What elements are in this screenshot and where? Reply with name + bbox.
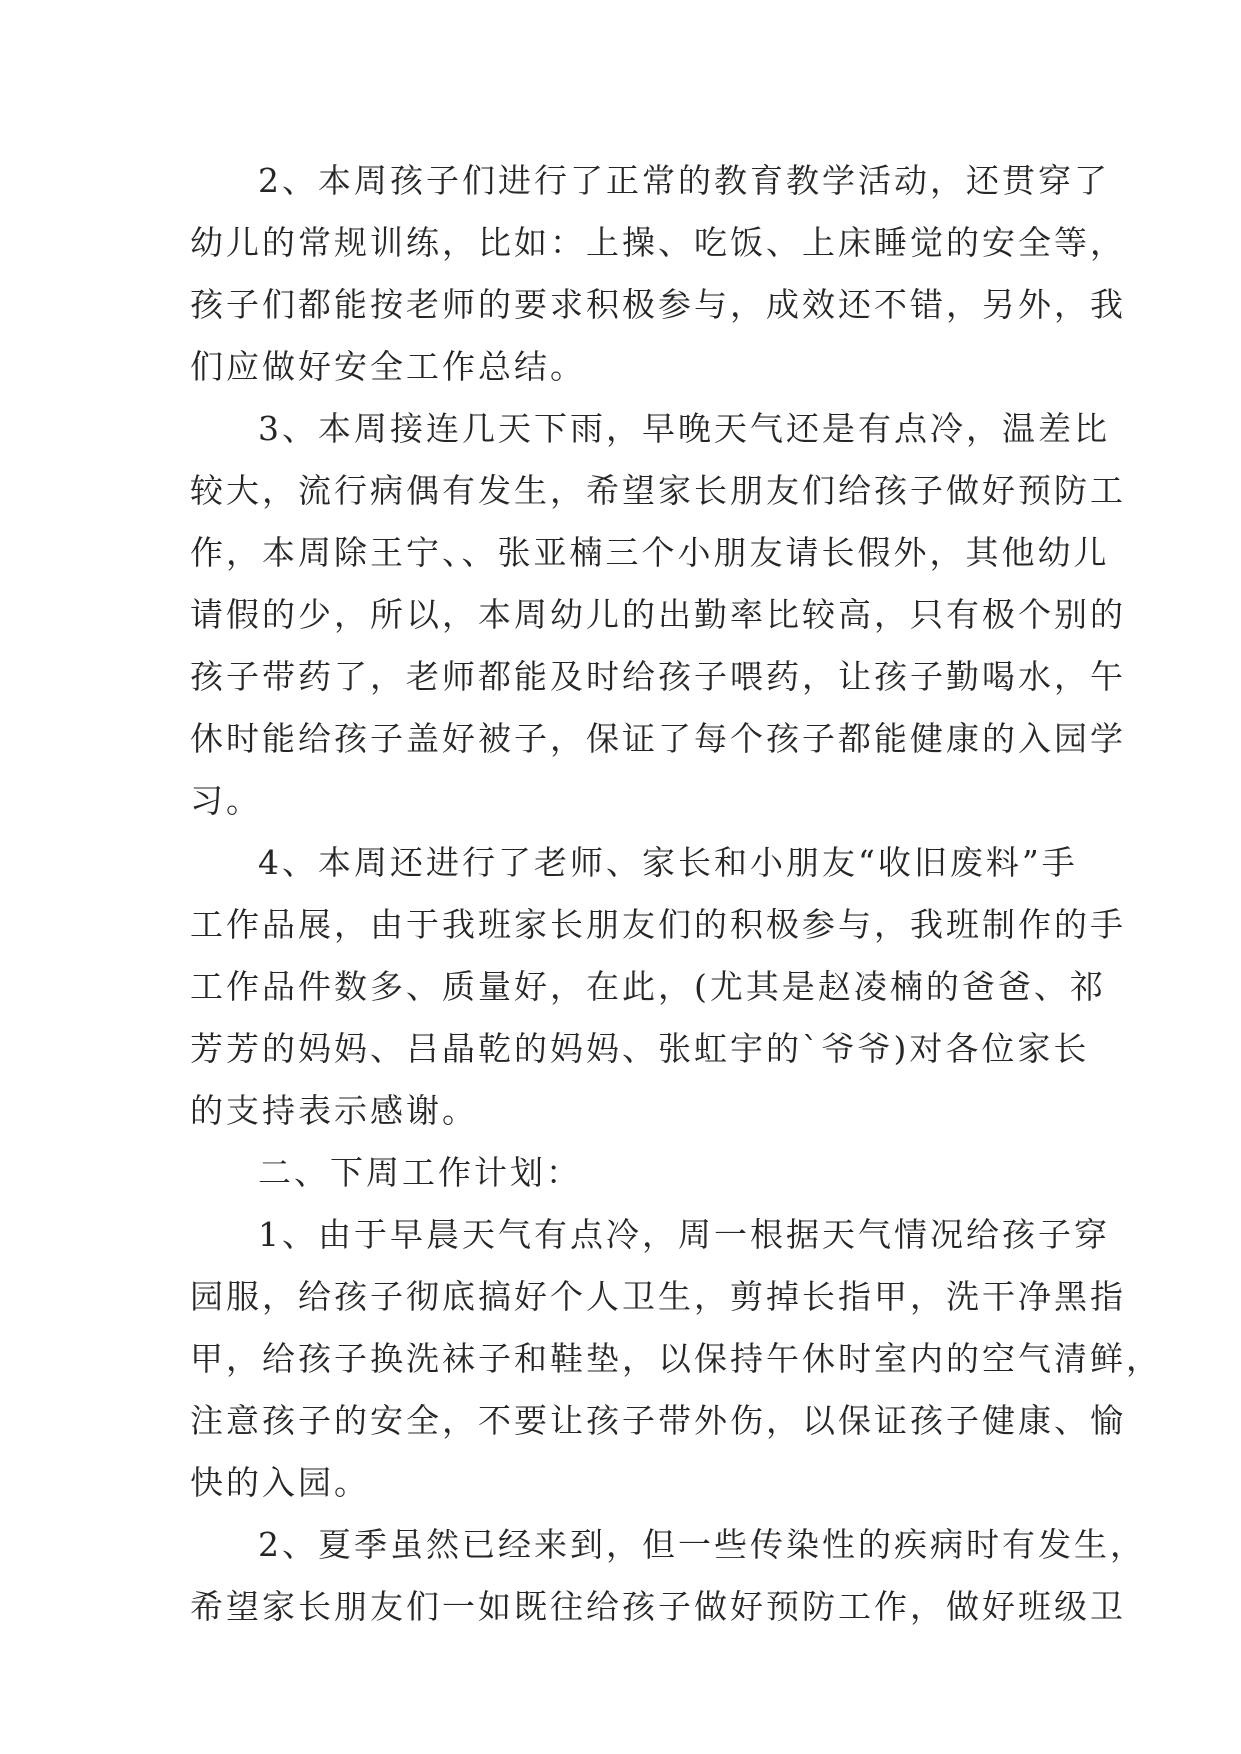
- text-line: 较大，流行病偶有发生，希望家长朋友们给孩子做好预防工: [190, 471, 1126, 510]
- section-heading: [190, 1142, 1070, 1204]
- paragraph: [190, 150, 1126, 398]
- paragraph: [190, 1204, 1162, 1514]
- text-line: 3、本周接连几天下雨，早晚天气还是有点冷，温差比: [258, 409, 1110, 448]
- text-line: 们应做好安全工作总结。: [190, 347, 586, 386]
- text-line: 2、夏季虽然已经来到，但一些传染性的疾病时有发生，: [258, 1525, 1146, 1564]
- paragraph: [190, 398, 1126, 832]
- text-line: 休时能给孩子盖好被子，保证了每个孩子都能健康的入园学: [190, 719, 1126, 758]
- text-line: 的支持表示感谢。: [190, 1091, 478, 1130]
- text-line: 芳芳的妈妈、吕晶乾的妈妈、张虹宇的`爷爷)对各位家长: [190, 1029, 1090, 1068]
- text-line: 请假的少，所以，本周幼儿的出勤率比较高，只有极个别的: [190, 595, 1126, 634]
- text-line: 幼儿的常规训练，比如：上操、吃饭、上床睡觉的安全等，: [190, 223, 1126, 262]
- text-line: 希望家长朋友们一如既往给孩子做好预防工作，做好班级卫: [190, 1587, 1126, 1626]
- text-line: 工作品件数多、质量好，在此，(尤其是赵凌楠的爸爸、祁: [190, 967, 1106, 1006]
- paragraph: [190, 1514, 1146, 1638]
- text-line: 孩子带药了，老师都能及时给孩子喂药，让孩子勤喝水，午: [190, 657, 1126, 696]
- text-line: 1、由于早晨天气有点冷，周一根据天气情况给孩子穿: [258, 1215, 1110, 1254]
- text-line: 注意孩子的安全，不要让孩子带外伤，以保证孩子健康、愉: [190, 1401, 1126, 1440]
- text-line: 园服，给孩子彻底搞好个人卫生，剪掉长指甲，洗干净黑指: [190, 1277, 1126, 1316]
- paragraph: [190, 832, 1126, 1142]
- text-line: 2、本周孩子们进行了正常的教育教学活动，还贯穿了: [258, 161, 1110, 200]
- text-line: 孩子们都能按老师的要求积极参与，成效还不错，另外，我: [190, 285, 1126, 324]
- text-line: 习。: [190, 781, 262, 820]
- text-line: 甲，给孩子换洗袜子和鞋垫，以保持午休时室内的空气清鲜，: [190, 1339, 1162, 1378]
- document-body: [190, 150, 1162, 1638]
- text-line: 4、本周还进行了老师、家长和小朋友“收旧废料”手: [258, 843, 1078, 882]
- text-line: 快的入园。: [190, 1463, 370, 1502]
- text-line: 二、下周工作计划：: [258, 1153, 582, 1192]
- text-line: 工作品展，由于我班家长朋友们的积极参与，我班制作的手: [190, 905, 1126, 944]
- text-line: 作，本周除王宁、、张亚楠三个小朋友请长假外，其他幼儿: [190, 533, 1110, 572]
